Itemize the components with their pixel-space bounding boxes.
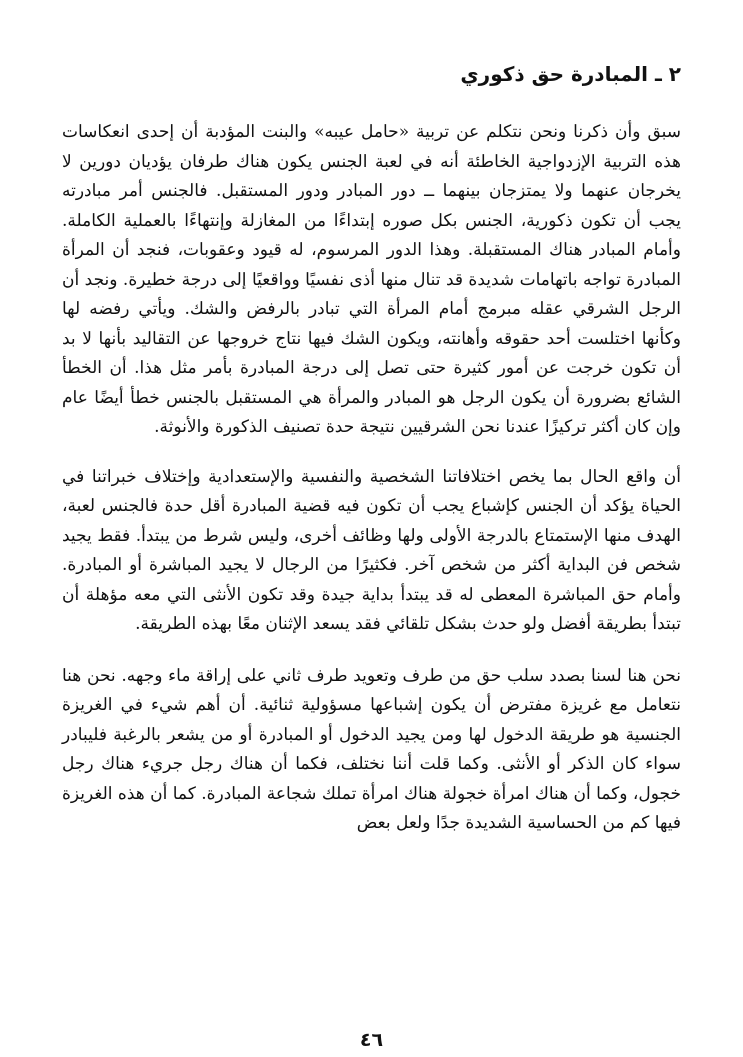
paragraph-2: أن واقع الحال بما يخص اختلافاتنا الشخصية والنفسية والإستعدادية وإختلاف خبراتنا في الحياة يؤكد أن الجنس كإشباع يجب أن تكون فيه قضية المبادرة أقل حدة فالجنس لعبة، الهدف منها الإستمتاع بالدرجة الأولى ولها وظائف أخرى، وليس شرط من يبتدأ. فقط يجيد شخص فن البداية أكثر من شخص آخر. فكثيرًا من الرجال لا يجيد المباشرة أو المبادرة. وأمام حق المباشرة المعطى له قد يبتدأ بداية جيدة وقد تكون الأنثى التي معه مؤهلة أن تبتدأ بطريقة أفضل ولو حدث بشكل تلقائي فقد يسعد الإثنان معًا بهذه الطريقة. — [62, 466, 681, 634]
book-page — [62, 46, 681, 1037]
page-number: ٤٦ — [359, 1029, 384, 1051]
section-heading: ٢ ـ المبادرة حق ذكوري — [460, 62, 681, 86]
paragraph-3: نحن هنا لسنا بصدد سلب حق من طرف وتعويد طرف ثاني على إراقة ماء وجهه. نحن هنا نتعامل مع غريزة مفترض أن يكون إشباعها مسؤولية ثنائية. أن أهم شيء في الغريزة الجنسية هو طريقة الدخول لها ومن يجيد الدخول أو المبادرة أو من يشعر بالرغبة فليبادر سواء كان الذكر أو الأنثى. وكما قلت أننا نختلف، فكما أن هناك رجل جريء هناك رجل خجول، وكما أن هناك امرأة خجولة هناك امرأة تملك شجاعة المبادرة. كما أن هذه الغريزة فيها كم من الحساسية الشديدة جدًا ولعل بعض — [62, 665, 681, 833]
paragraph-1: سبق وأن ذكرنا ونحن نتكلم عن تربية «حامل عيبه» والبنت المؤدبة أن إحدى انعكاسات هذه التربية الإزدواجية الخاطئة أنه في لعبة الجنس يكون هناك طرفان يؤديان دورين لا يخرجان عنهما ولا يمتزجان بينهما ــ دور المبادر ودور المستقبل. فالجنس أمر مبادرته يجب أن تكون ذكورية، الجنس بكل صوره إبتداءًا من المغازلة وإنتهاءًا بالعملية الكاملة. وأمام المبادر هناك المستقبلة. وهذا الدور المرسوم، له قيود وعقوبات، فنجد أن المرأة المبادرة تواجه باتهامات شديدة قد تنال منها أذى نفسيًا وواقعيًا إلى درجة خطيرة. ونجد أن الرجل الشرقي عقله مبرمج أمام المرأة التي تبادر بالرفض والشك. ويأتي رفضه لها وكأنها اختلست أحد حقوقه وأهانته، ويكون الشك فيها نتاج خروجها عن التقاليد بأنها لا بد أن تكون خرجت عن أمور كثيرة حتى تصل إلى درجة المبادرة بأمر مثل هذا. أن الخطأ الشائع بضرورة أن يكون الرجل هو المبادر والمرأة هي المستقبل بالجنس خطأ أيضًا عام وإن كان أكثر تركيزًا عندنا نحن الشرقيين نتيجة حدة تصنيف الذكورة والأنوثة. — [62, 122, 681, 437]
